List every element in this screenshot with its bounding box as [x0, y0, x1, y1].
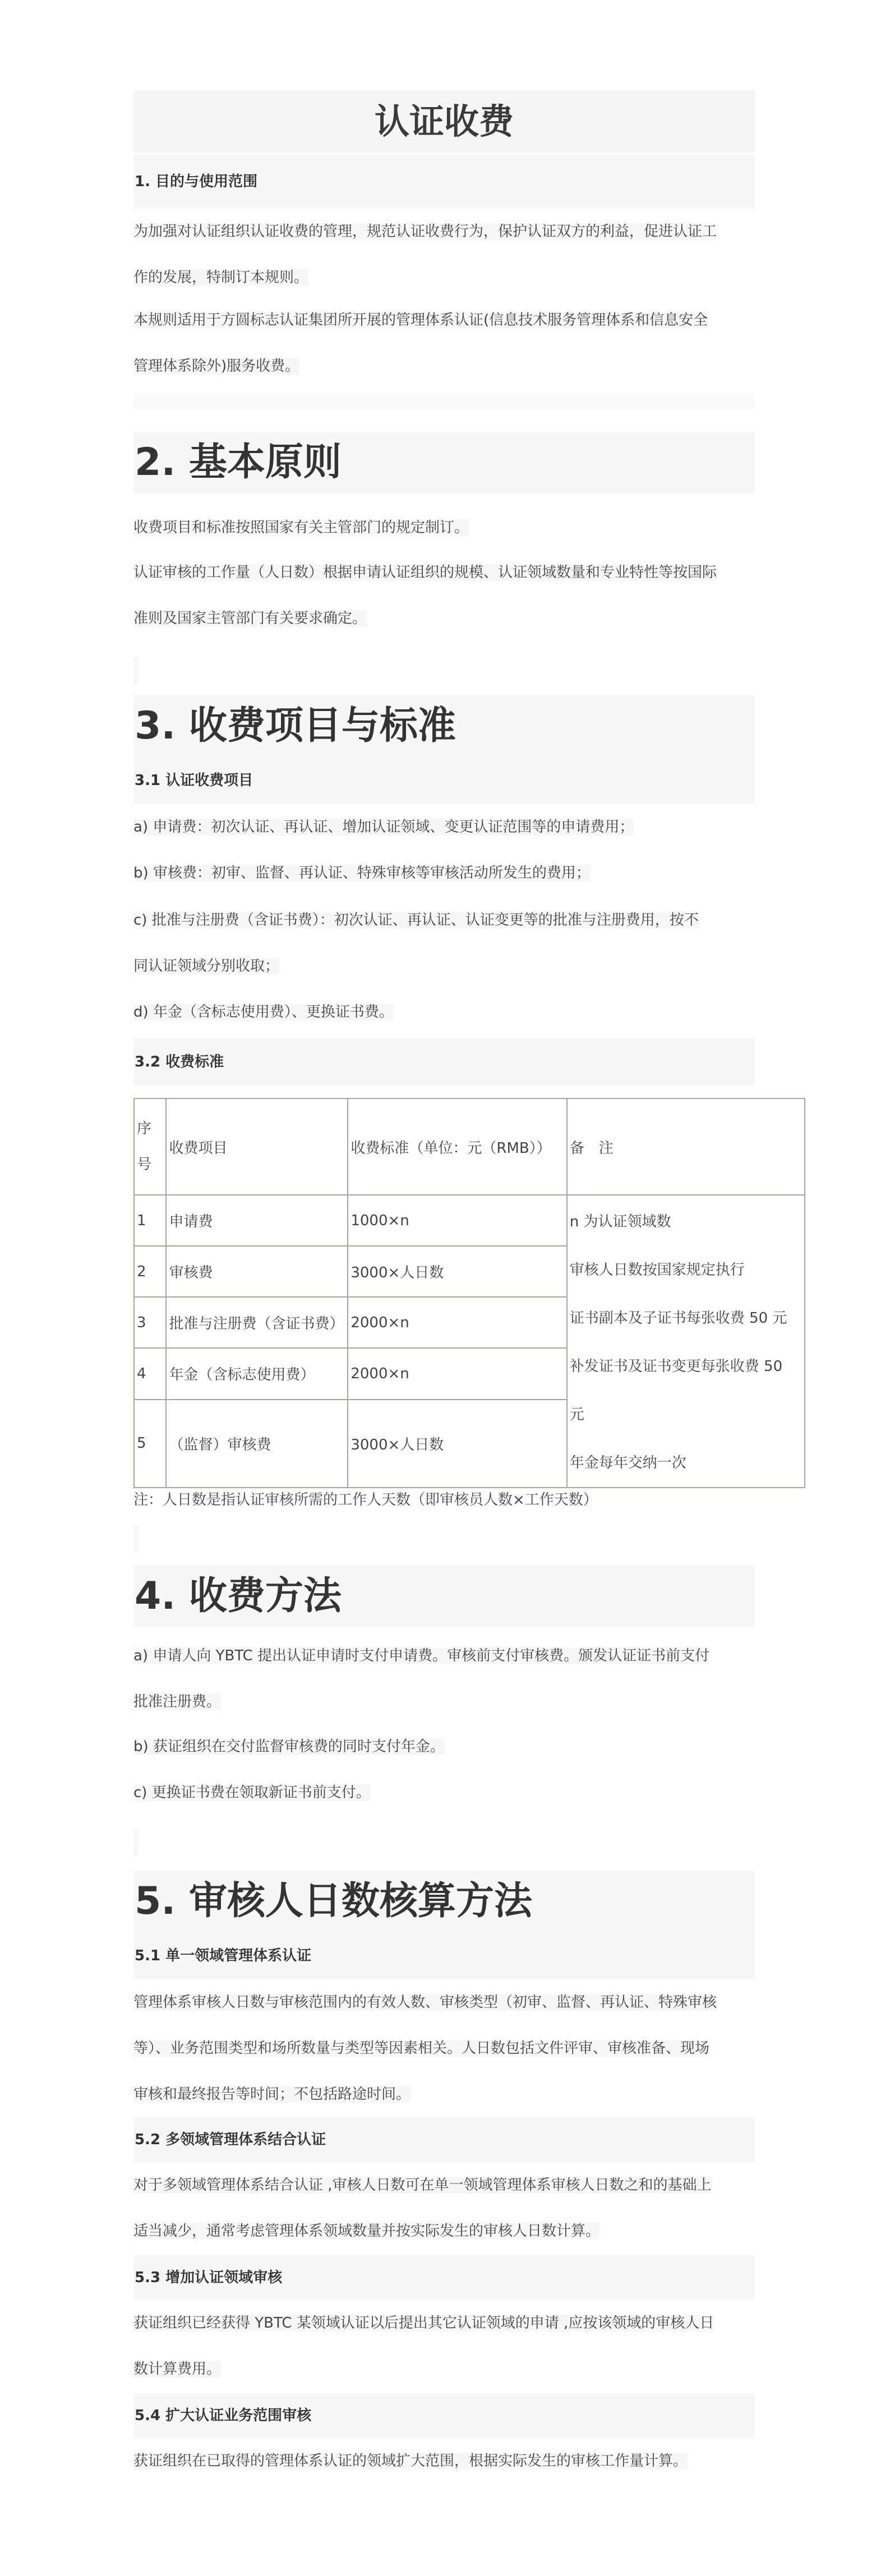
- spacer-block: [133, 393, 755, 409]
- section4-item-b: [133, 1724, 756, 1770]
- section5-sub4: 5.4 扩大认证业务范围审核: [133, 2393, 755, 2438]
- table-cell: 4: [134, 1348, 166, 1399]
- text-line: 收费项目和标准按照国家有关主管部门的规定制订。: [133, 519, 469, 536]
- text-line: 获证组织已经获得 YBTC 某领域认证以后提出其它认证领域的申请 ,应按该领域的审核人日: [133, 2315, 714, 2332]
- table-cell: 审核费: [166, 1246, 348, 1297]
- text-line: d) 年金（含标志使用费）、更换证书费。: [133, 1004, 394, 1021]
- section1-paragraph2: [133, 297, 756, 389]
- section3-item-b: [133, 850, 756, 896]
- text-line: 注：人日数是指认证审核所需的工作人天数（即审核员人数×工作天数）: [133, 1492, 598, 1508]
- text-line: 等）、业务范围类型和场所数量与类型等因素相关。人日数包括文件评审、审核准备、现场: [133, 2040, 710, 2057]
- text-line: 作的发展，特制订本规则。: [133, 269, 309, 286]
- page-title: 认证收费: [133, 91, 755, 153]
- table-header-cell: 收费标准（单位：元（RMB））: [348, 1098, 566, 1195]
- section3-item-a: [133, 804, 756, 850]
- table-row: [134, 1195, 805, 1246]
- table-header-cell: 备 注: [567, 1098, 805, 1195]
- table-cell: 批准与注册费（含证书费）: [166, 1297, 348, 1348]
- spacer-mark: [133, 1526, 138, 1553]
- table-header-cell: 收费项目: [166, 1098, 348, 1195]
- section5-sub1: 5.1 单一领域管理体系认证: [133, 1932, 755, 1979]
- section5-heading: 5. 审核人日数核算方法: [133, 1871, 755, 1932]
- text-line: 认证审核的工作量（人日数）根据申请认证组织的规模、认证领域数量和专业特性等按国际: [133, 564, 717, 581]
- table-note: [133, 1477, 756, 1523]
- text-line: 审核和最终报告等时间；不包括路途时间。: [133, 2086, 411, 2103]
- text-line: 批准注册费。: [133, 1693, 222, 1710]
- table-cell: 3000×人日数: [348, 1246, 566, 1297]
- table-cell: 3: [134, 1297, 166, 1348]
- section3-item-d: [133, 989, 756, 1035]
- section4-item-a: [133, 1633, 756, 1725]
- table-header-row: [134, 1098, 805, 1195]
- table-cell: 2000×n: [348, 1297, 566, 1348]
- text-line: c) 批准与注册费（含证书费）：初次认证、再认证、认证变更等的批准与注册费用，按不: [133, 912, 699, 929]
- section3-sub2: 3.2 收费标准: [133, 1038, 755, 1086]
- spacer-mark: [133, 1829, 138, 1856]
- section5-paragraph4: [133, 2438, 756, 2484]
- text-line: 对于多领域管理体系结合认证 ,审核人日数可在单一领域管理体系审核人日数之和的基础上: [133, 2177, 712, 2194]
- remark-line: 元: [569, 1406, 584, 1423]
- table-cell: 2: [134, 1246, 166, 1297]
- section1-heading: 1. 目的与使用范围: [133, 155, 755, 209]
- table-remarks-cell: [567, 1195, 805, 1488]
- text-line: 同认证领域分别收取；: [133, 958, 280, 975]
- section5-paragraph2: [133, 2162, 756, 2254]
- remark-line: 年金每年交纳一次: [569, 1455, 686, 1471]
- text-line: a) 申请费：初次认证、再认证、增加认证领域、变更认证范围等的申请费用；: [133, 819, 634, 835]
- section1-paragraph1: [133, 209, 756, 301]
- section2-paragraph1: [133, 505, 756, 551]
- text-line: 为加强对认证组织认证收费的管理，规范认证收费行为，保护认证双方的利益，促进认证工: [133, 223, 717, 240]
- text-line: b) 获证组织在交付监督审核费的同时支付年金。: [133, 1738, 445, 1755]
- text-line: 数计算费用。: [133, 2361, 222, 2378]
- text-line: 管理体系审核人日数与审核范围内的有效人数、审核类型（初审、监督、再认证、特殊审核: [133, 1994, 717, 2011]
- table-cell: 申请费: [166, 1195, 348, 1246]
- table-cell: （监督）审核费: [166, 1400, 348, 1488]
- text-line: c) 更换证书费在领取新证书前支付。: [133, 1784, 371, 1801]
- remark-line: n 为认证领域数: [569, 1213, 671, 1230]
- section5-sub2: 5.2 多领域管理体系结合认证: [133, 2117, 755, 2162]
- text-line: 获证组织在已取得的管理体系认证的领域扩大范围，根据实际发生的审核工作量计算。: [133, 2453, 688, 2469]
- text-line: 适当减少，通常考虑管理体系领域数量并按实际发生的审核人日数计算。: [133, 2223, 601, 2240]
- section3-sub1: 3.1 认证收费项目: [133, 757, 755, 804]
- text-line: 准则及国家主管部门有关要求确定。: [133, 610, 367, 627]
- fee-table: [133, 1098, 805, 1488]
- remark-line: 补发证书及证书变更每张收费 50: [569, 1358, 783, 1375]
- section5-sub3: 5.3 增加认证领域审核: [133, 2255, 755, 2300]
- text-line: 本规则适用于方圆标志认证集团所开展的管理体系认证(信息技术服务管理体系和信息安全: [133, 312, 708, 329]
- table-cell: 年金（含标志使用费）: [166, 1348, 348, 1399]
- text-line: b) 审核费：初审、监督、再认证、特殊审核等审核活动所发生的费用；: [133, 865, 591, 881]
- text-line: 管理体系除外)服务收费。: [133, 358, 300, 375]
- table-cell: 5: [134, 1400, 166, 1488]
- section3-heading: 3. 收费项目与标准: [133, 695, 755, 757]
- section2-heading: 2. 基本原则: [133, 432, 755, 493]
- text-line: a) 申请人向 YBTC 提出认证申请时支付申请费。审核前支付审核费。颁发认证证书前支付: [133, 1647, 710, 1664]
- table-cell: 3000×人日数: [348, 1400, 566, 1488]
- remark-line: 审核人日数按国家规定执行: [569, 1262, 745, 1278]
- spacer-mark: [133, 657, 138, 684]
- table-header-cell: 序号: [134, 1098, 166, 1195]
- section3-item-c: [133, 897, 756, 989]
- table-cell: 1000×n: [348, 1195, 566, 1246]
- remark-line: 证书副本及子证书每张收费 50 元: [569, 1310, 787, 1327]
- section5-paragraph3: [133, 2300, 756, 2392]
- section5-paragraph1: [133, 1979, 756, 2117]
- section4-heading: 4. 收费方法: [133, 1566, 755, 1627]
- section4-item-c: [133, 1770, 756, 1816]
- section2-paragraph2: [133, 550, 756, 641]
- table-cell: 2000×n: [348, 1348, 566, 1399]
- table-cell: 1: [134, 1195, 166, 1246]
